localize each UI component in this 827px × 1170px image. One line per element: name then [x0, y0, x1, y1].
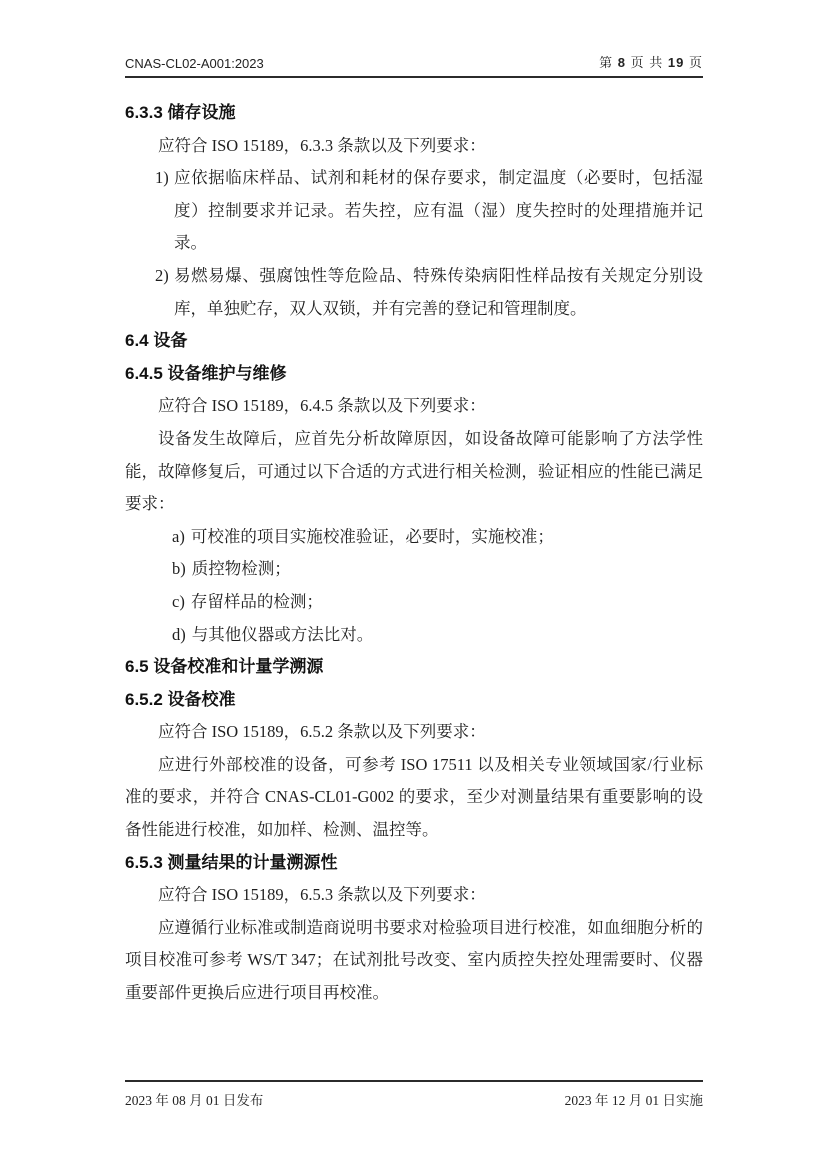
- section-heading-6-3-3: 6.3.3 储存设施: [125, 103, 236, 122]
- lettered-item-c: [172, 586, 703, 619]
- item-marker: d): [172, 624, 186, 644]
- page-number-total: 19: [667, 55, 685, 70]
- section-heading-6-4-5: 6.4.5 设备维护与维修: [125, 363, 287, 383]
- item-marker: 2): [155, 265, 169, 285]
- lettered-item-a: [172, 521, 703, 554]
- page-header: [125, 52, 703, 78]
- paragraph: 应符合 ISO 15189，6.5.2 条款以及下列要求：: [158, 722, 486, 742]
- item-marker: 1): [155, 168, 169, 188]
- document-body: [125, 97, 703, 1010]
- section-heading-6-4: 6.4 设备: [125, 331, 188, 351]
- item-text: 质控物检测；: [191, 559, 291, 579]
- paragraph: 应进行外部校准的设备，可参考 ISO 17511 以及相关专业领域国家/行业标准的要求，并符合 CNAS-CL01-G002 的要求，至少对测量结果有重要影响的设备性能进行校准，如加样、检测、温控等。: [125, 754, 703, 840]
- item-marker: c): [172, 591, 185, 611]
- section-heading-6-5-3: 6.5.3 测量结果的计量溯源性: [125, 852, 338, 872]
- item-marker: a): [172, 526, 185, 546]
- issue-date: 2023 年 08 月 01 日发布: [125, 1093, 264, 1108]
- item-text: 易燃易爆、强腐蚀性等危险品、特殊传染病阳性样品按有关规定分别设库，单独贮存，双人双锁，并有完善的登记和管理制度。: [174, 265, 703, 318]
- lettered-item-d: [172, 619, 703, 652]
- page-footer: [125, 1080, 703, 1109]
- paragraph: 应遵循行业标准或制造商说明书要求对检验项目进行校准，如血细胞分析的项目校准可参考 WS/T 347；在试剂批号改变、室内质控失控处理需要时、仪器重要部件更换后应进行项目再校准。: [125, 917, 703, 1003]
- numbered-item-2: [125, 260, 703, 325]
- item-text: 存留样品的检测；: [190, 591, 323, 611]
- item-text: 应依据临床样品、试剂和耗材的保存要求，制定温度（必要时，包括湿度）控制要求并记录。若失控，应有温（湿）度失控时的处理措施并记录。: [174, 168, 703, 253]
- implement-date: 2023 年 12 月 01 日实施: [564, 1093, 703, 1108]
- paragraph: 设备发生故障后，应首先分析故障原因，如设备故障可能影响了方法学性能，故障修复后，可通过以下合适的方式进行相关检测，验证相应的性能已满足要求：: [125, 428, 703, 514]
- page-number-mid: 页 共: [630, 55, 664, 70]
- numbered-item-1: [125, 162, 703, 260]
- page-number-prefix: 第: [599, 55, 614, 70]
- paragraph: 应符合 ISO 15189，6.3.3 条款以及下列要求：: [158, 135, 486, 155]
- page-number-current: 8: [617, 55, 627, 70]
- section-heading-6-5: 6.5 设备校准和计量学溯源: [125, 657, 324, 677]
- page-number-suffix: 页: [688, 55, 703, 70]
- item-text: 与其他仪器或方法比对。: [191, 624, 374, 644]
- page-number: [599, 52, 703, 71]
- section-heading-6-5-2: 6.5.2 设备校准: [125, 689, 236, 709]
- paragraph: 应符合 ISO 15189，6.4.5 条款以及下列要求：: [158, 396, 486, 416]
- lettered-item-b: [172, 553, 703, 586]
- item-marker: b): [172, 559, 186, 579]
- item-text: 可校准的项目实施校准验证，必要时，实施校准；: [190, 526, 554, 546]
- paragraph: 应符合 ISO 15189，6.5.3 条款以及下列要求：: [158, 885, 486, 905]
- doc-code: CNAS-CL02-A001:2023: [125, 56, 264, 71]
